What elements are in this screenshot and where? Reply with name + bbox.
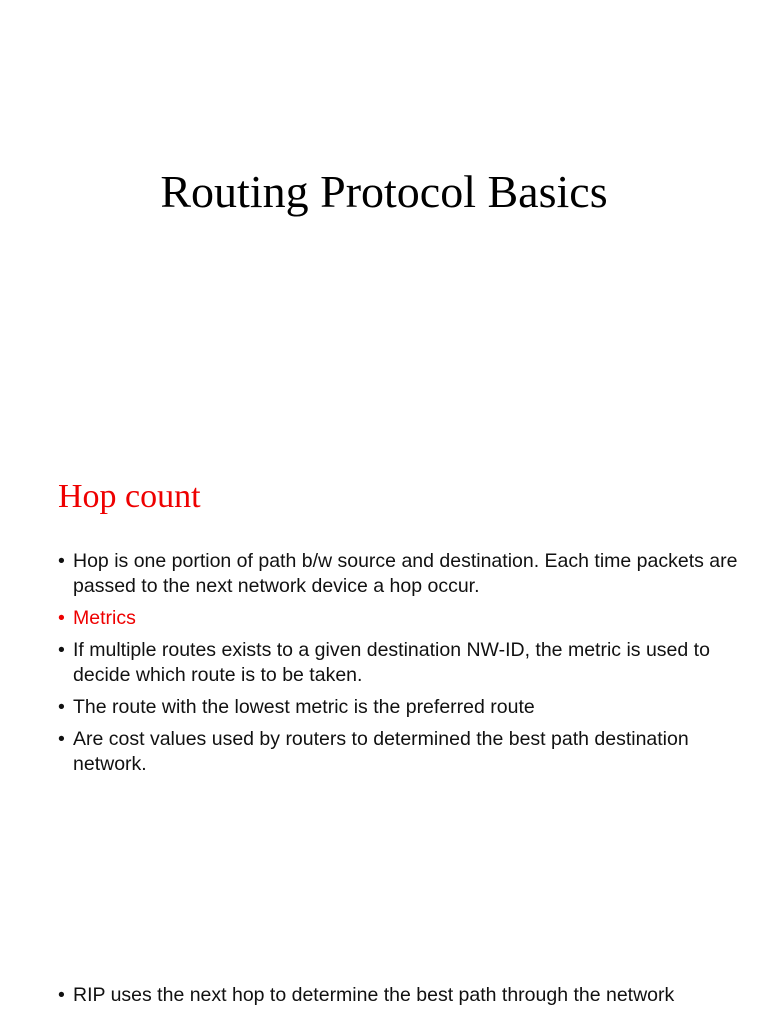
bullet-text: Hop is one portion of path b/w source and destination. Each time packets are passed to the next network device a hop occur. xyxy=(73,550,738,597)
slide-title: Routing Protocol Basics xyxy=(160,166,608,217)
bullet-text: Metrics xyxy=(73,607,136,629)
bullet-icon: • xyxy=(58,639,65,661)
bullet-text: The route with the lowest metric is the preferred route xyxy=(73,696,535,718)
list-item xyxy=(58,606,738,631)
bullet-icon: • xyxy=(58,984,65,1006)
bullet-list-lower xyxy=(58,983,738,1008)
bullet-icon: • xyxy=(58,607,65,629)
bullet-icon: • xyxy=(58,550,65,572)
section-heading: Hop count xyxy=(58,478,201,515)
list-item xyxy=(58,549,738,599)
bullet-list xyxy=(58,549,738,784)
list-item xyxy=(58,638,738,688)
list-item xyxy=(58,695,738,720)
bullet-text: If multiple routes exists to a given destination NW-ID, the metric is used to decide which route is to be taken. xyxy=(73,639,710,686)
bullet-text: RIP uses the next hop to determine the best path through the network xyxy=(73,984,675,1006)
list-item xyxy=(58,727,738,777)
bullet-text: Are cost values used by routers to determined the best path destination network. xyxy=(73,728,689,775)
bullet-icon: • xyxy=(58,728,65,750)
bullet-icon: • xyxy=(58,696,65,718)
list-item xyxy=(58,983,738,1008)
